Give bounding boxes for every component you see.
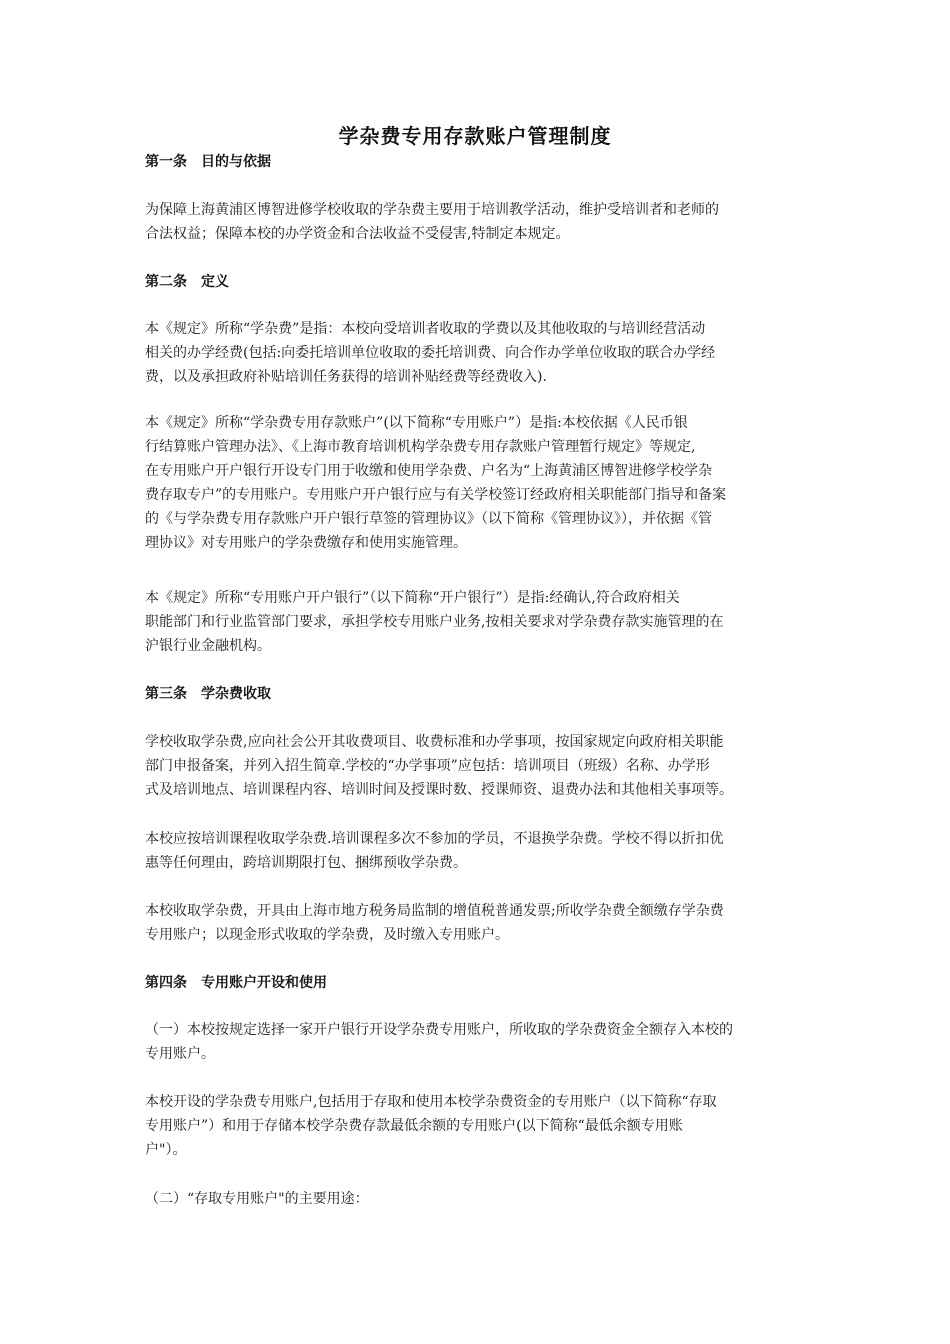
text-line: 的《与学杂费专用存款账户开户银行草签的管理协议》（以下简称《管理协议》），并依据《管 (145, 511, 712, 527)
text-line: 专用账户。 (145, 1046, 215, 1062)
text-line: 在专用账户开户银行开设专门用于收缴和使用学杂费、户名为“上海黄浦区博智进修学校学杂 (145, 463, 713, 479)
article-4-heading: 第四条 专用账户开设和使用 (145, 975, 327, 991)
text-line: 理协议》对专用账户的学杂费缴存和使用实施管理。 (145, 535, 467, 551)
article-1-heading: 第一条 目的与依据 (145, 154, 271, 170)
article-2-paragraph-1 (145, 317, 810, 389)
article-3-paragraph-2 (145, 827, 810, 875)
text-line: 本《规定》所称“专用账户开户银行”（以下简称“开户银行”）是指:经确认,符合政府相关 (145, 590, 680, 606)
text-line: 本《规定》所称“学杂费”是指：本校向受培训者收取的学费以及其他收取的与培训经营活动 (145, 321, 706, 337)
text-line: 合法权益；保障本校的办学资金和合法收益不受侵害,特制定本规定。 (145, 226, 570, 242)
text-line: 本校收取学杂费，开具由上海市地方税务局监制的增值税普通发票;所收学杂费全额缴存学杂费 (145, 903, 724, 919)
article-4-paragraph-2 (145, 1090, 810, 1162)
article-3-paragraph-3 (145, 899, 810, 947)
article-2-paragraph-2 (145, 411, 810, 555)
text-line: 惠等任何理由，跨培训期限打包、捆绑预收学杂费。 (145, 855, 467, 871)
article-2-heading: 第二条 定义 (145, 274, 229, 290)
text-line: 户"）。 (145, 1142, 187, 1158)
article-3-heading: 第三条 学杂费收取 (145, 686, 271, 702)
text-line: 本校开设的学杂费专用账户,包括用于存取和使用本校学杂费资金的专用账户（以下简称“存取 (145, 1094, 717, 1110)
text-line: 费存取专户”的专用账户。专用账户开户银行应与有关学校签订经政府相关职能部门指导和备案 (145, 487, 727, 503)
text-line: 为保障上海黄浦区博智进修学校收取的学杂费主要用于培训教学活动，维护受培训者和老师的 (145, 202, 719, 218)
text-line: 本校应按培训课程收取学杂费.培训课程多次不参加的学员，不退换学杂费。学校不得以折扣优 (145, 831, 724, 847)
text-line: （二）“存取专用账户"的主要用途： (145, 1191, 369, 1207)
article-3-paragraph-1 (145, 730, 810, 802)
text-line: 专用账户”）和用于存储本校学杂费存款最低余额的专用账户(以下简称“最低余额专用账 (145, 1118, 683, 1134)
text-line: （一）本校按规定选择一家开户银行开设学杂费专用账户，所收取的学杂费资金全额存入本校的 (145, 1022, 733, 1038)
text-line: 相关的办学经费(包括:向委托培训单位收取的委托培训费、向合作办学单位收取的联合办学经 (145, 345, 716, 361)
text-line: 职能部门和行业监管部门要求，承担学校专用账户业务,按相关要求对学杂费存款实施管理的在 (145, 614, 724, 630)
text-line: 本《规定》所称“学杂费专用存款账户”(以下简称“专用账户”）是指:本校依据《人民币银 (145, 415, 688, 431)
article-4-paragraph-3 (145, 1187, 810, 1211)
text-line: 费，以及承担政府补贴培训任务获得的培训补贴经费等经费收入). (145, 369, 547, 385)
text-line: 式及培训地点、培训课程内容、培训时间及授课时数、授课师资、退费办法和其他相关事项等。 (145, 782, 733, 798)
article-1-paragraph-1 (145, 198, 810, 246)
text-line: 沪银行业金融机构。 (145, 638, 271, 654)
text-line: 行结算账户管理办法》、《上海市教育培训机构学杂费专用存款账户管理暂行规定》等规定, (145, 439, 696, 455)
article-2-paragraph-3 (145, 586, 810, 658)
text-line: 学校收取学杂费,应向社会公开其收费项目、收费标准和办学事项，按国家规定向政府相关职能 (145, 734, 724, 750)
article-4-paragraph-1 (145, 1018, 810, 1066)
text-line: 专用账户；以现金形式收取的学杂费，及时缴入专用账户。 (145, 927, 509, 943)
text-line: 部门申报备案，并列入招生简章.学校的“办学事项”应包括：培训项目（班级）名称、办学形 (145, 758, 710, 774)
document-title: 学杂费专用存款账户管理制度 (338, 124, 612, 148)
